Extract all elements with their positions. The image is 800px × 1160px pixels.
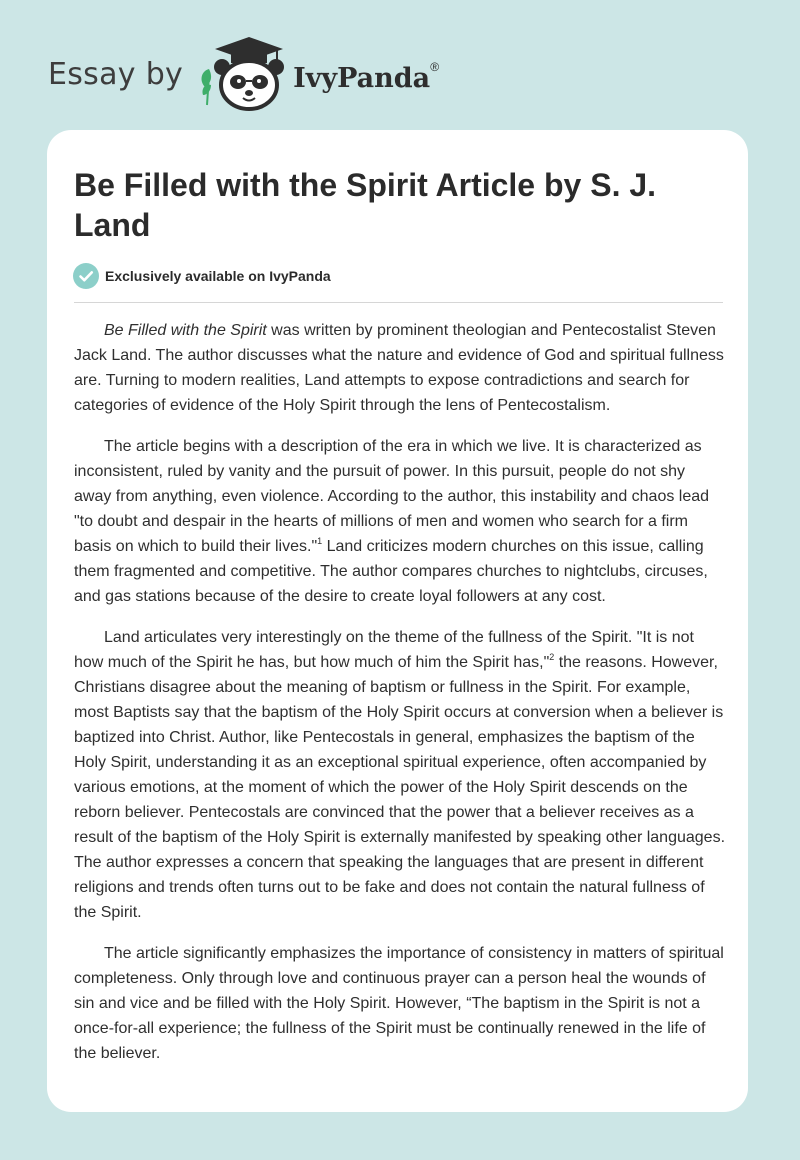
paragraph: The article significantly emphasizes the importance of consistency in matters of spiritual completeness. Only through love and continuous prayer can a person heal the wounds of sin and vice and be filled with the Holy Spirit. However, “The baptism in the Spirit is not a once-for-all experience; the fullness of the Spirit must be continually renewed in the life of the believer.	[74, 945, 724, 1062]
check-circle-icon	[73, 263, 99, 289]
brand-name[interactable]: IvyPanda®	[293, 59, 440, 94]
paragraph: The article begins with a description of the era in which we live. It is characterized as inconsistent, ruled by vanity and the pursuit of power. In this pursuit, people do not shy away from anything, even violence. According to the author, this instability and chaos lead "to doubt and despair in the hearts of millions of men and women who search for a firm basis on which to build their lives."$^1$ Land criticizes modern churches on this issue, calling them fragmented and competitive. The author compares churches to nightclubs, circuses, and gas stations because of the desire to create loyal followers at any cost.	[74, 438, 710, 605]
footnote-link[interactable]: 1	[317, 535, 323, 546]
essay-card	[47, 130, 748, 1112]
divider	[74, 302, 723, 303]
page-title: Be Filled with the Spirit Article by S. J. Land	[74, 167, 657, 243]
registered-mark: ®	[430, 59, 440, 74]
paragraph: Be Filled with the Spirit was written by prominent theologian and Pentecostalist Steven Jack Land. The author discusses what the nature and evidence of God and spiritual fullness are. Turning to modern realities, Land attempts to expose contradictions and search for categories of evidence of the Holy Spirit through the lens of Pentecostalism.	[74, 322, 724, 414]
work-title: Be Filled with the Spirit	[104, 322, 267, 339]
badge-label: Exclusively available on IvyPanda	[105, 268, 331, 284]
essay-by-label: Essay by	[48, 56, 184, 92]
exclusive-badge	[73, 263, 331, 289]
footnote-link[interactable]: 2	[549, 651, 555, 662]
site-header	[48, 34, 439, 114]
paragraph: Land articulates very interestingly on the theme of the fullness of the Spirit. "It is not how much of the Spirit he has, but how much of him the Spirit has,"$^2$ the reasons. However, Christians disagree about the meaning of baptism or fullness in the Spirit. For example, most Baptists say that the baptism of the Holy Spirit occurs at conversion when a believer is baptized into Christ. Author, like Pentecostals in general, emphasizes the baptism of the Holy Spirit, understanding it as an exceptional spiritual experience, often accompanied by various emotions, at the moment of which the power of the Holy Spirit descends on the reborn believer. Pentecostals are convinced that the power that a believer receives as a result of the baptism of the Holy Spirit is externally manifested by speaking other languages. The author expresses a concern that speaking the languages that are present in different religions and trends often turns out to be fake and does not contain the natural fullness of the Spirit.	[74, 629, 726, 921]
panda-graduate-icon[interactable]	[197, 35, 287, 113]
article-body	[74, 318, 725, 1082]
